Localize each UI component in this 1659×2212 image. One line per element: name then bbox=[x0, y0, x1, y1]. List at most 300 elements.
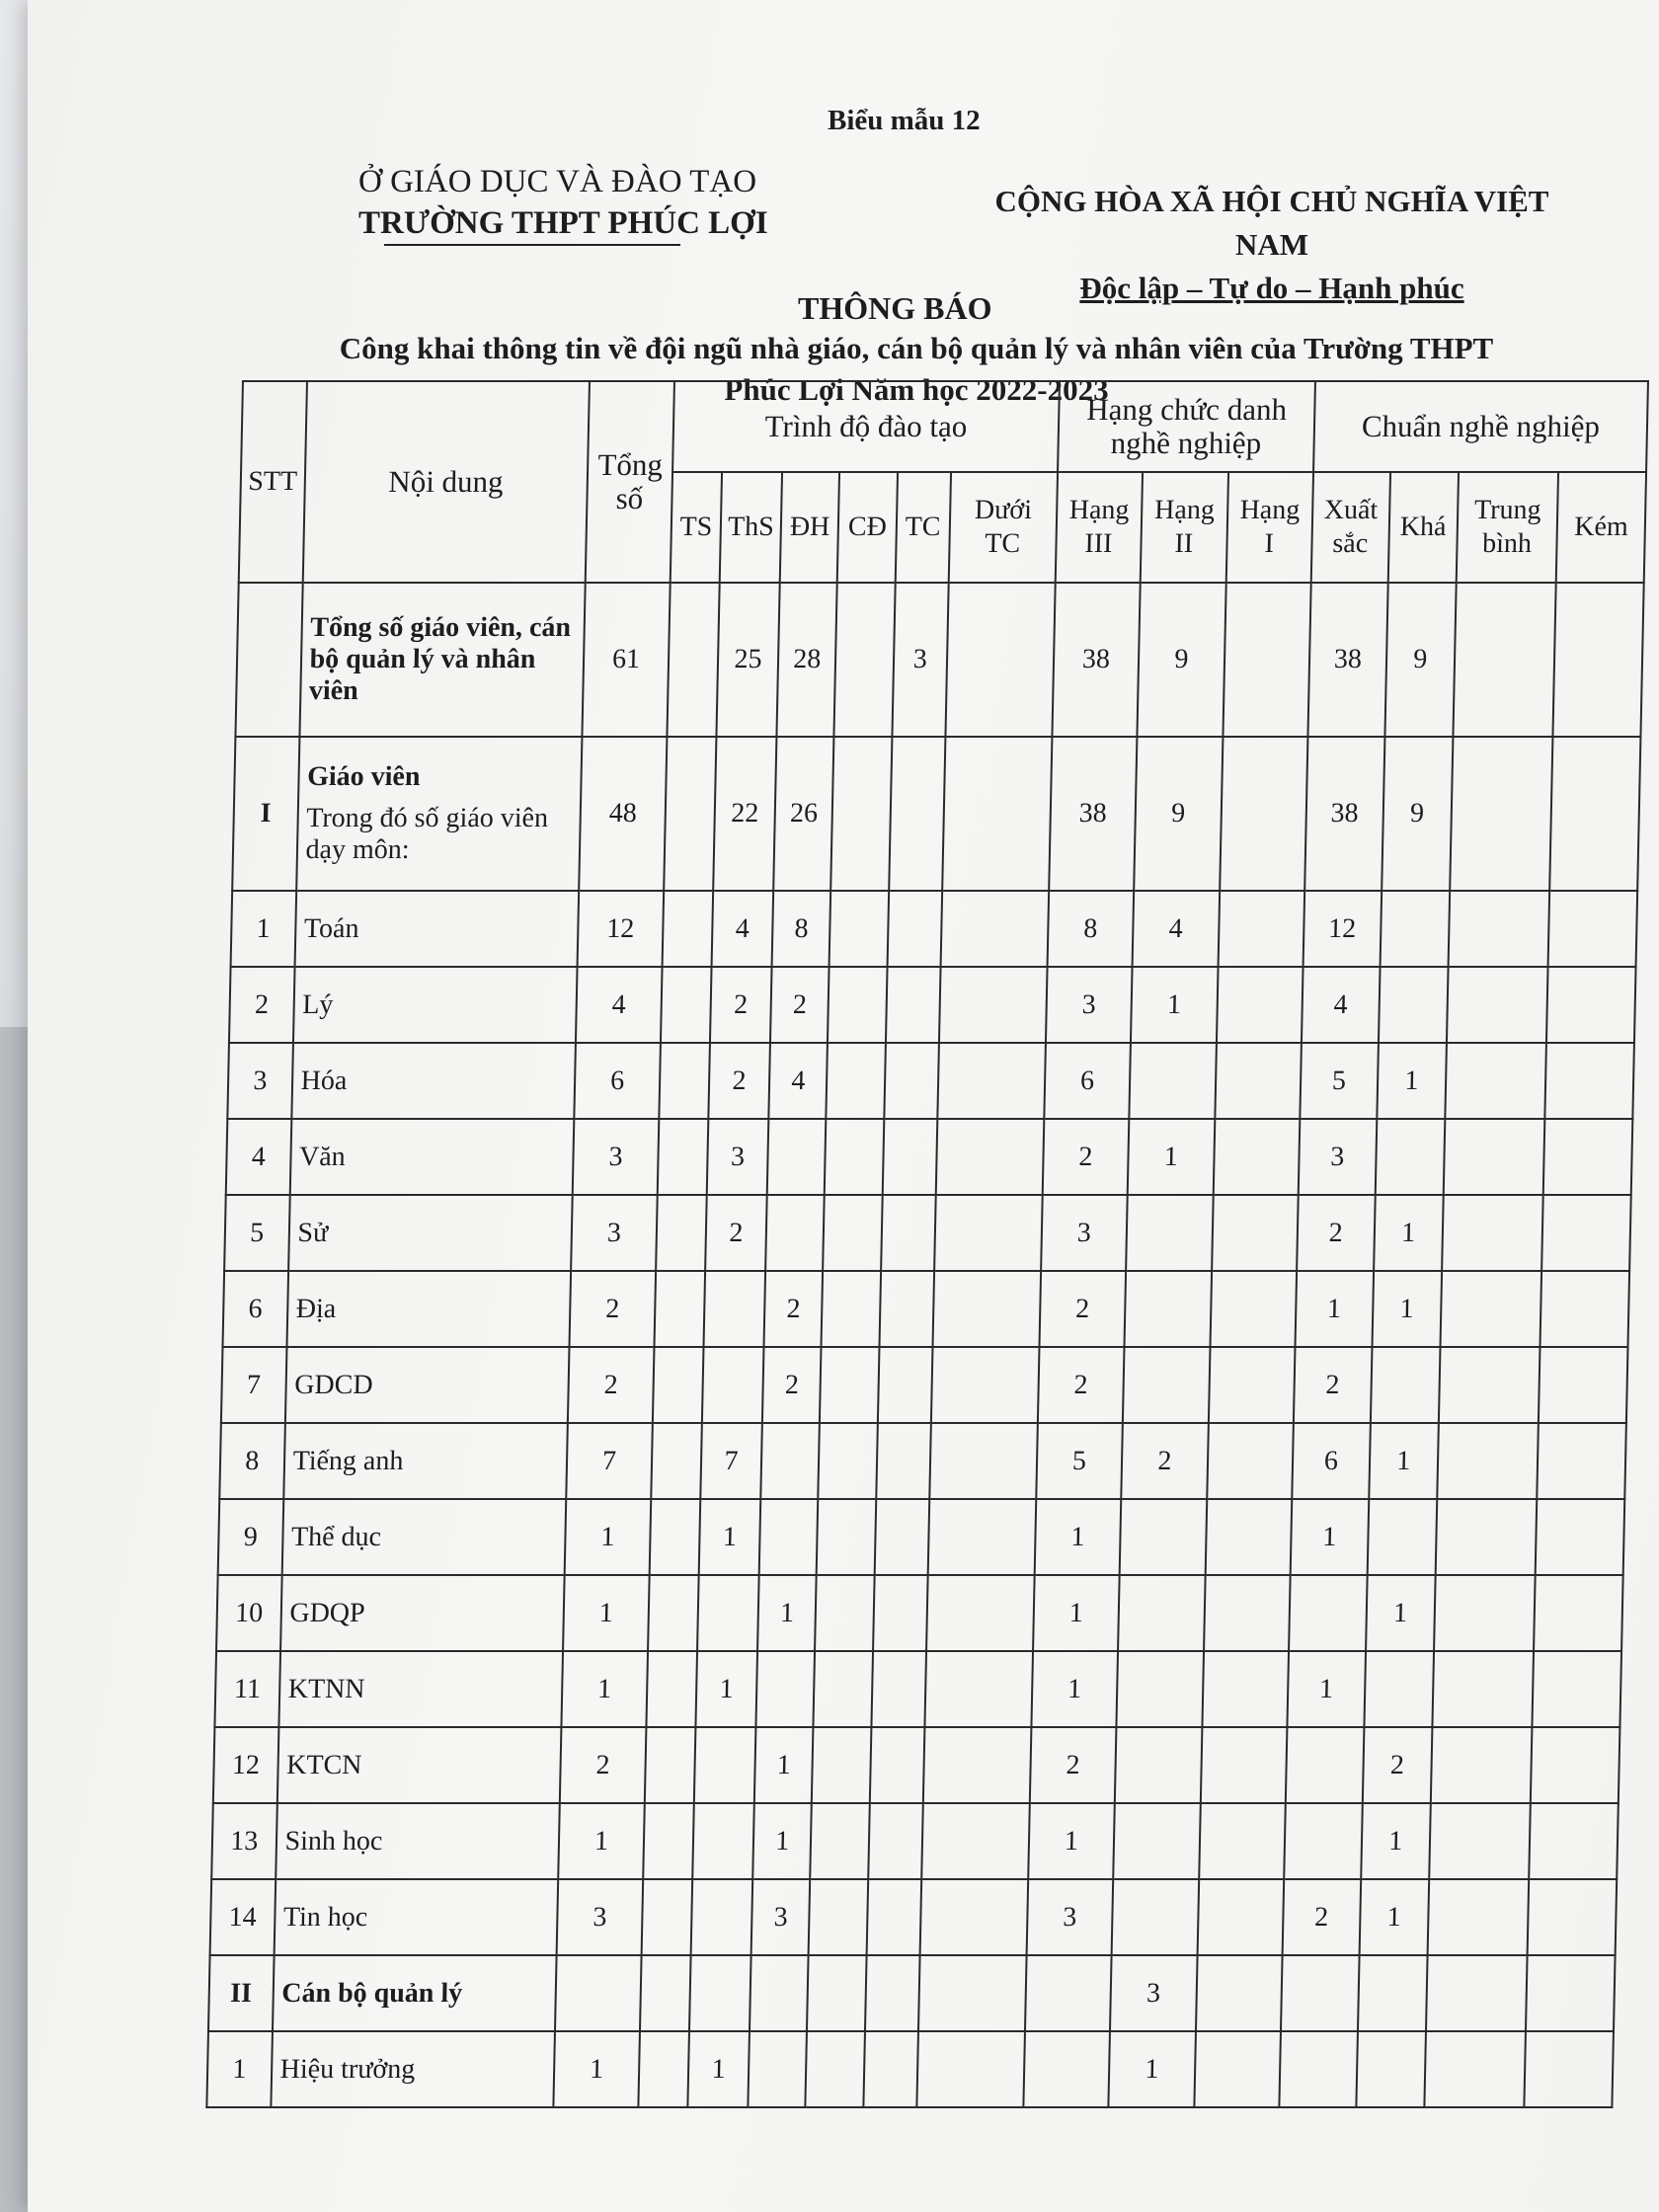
cell-ths bbox=[694, 1727, 756, 1803]
cell-cd bbox=[822, 1271, 881, 1347]
cell-tb bbox=[1447, 967, 1548, 1043]
cell-ts bbox=[661, 967, 711, 1043]
cell-total: 3 bbox=[572, 1119, 659, 1195]
cell-total: 4 bbox=[576, 967, 663, 1043]
cell-stt: 13 bbox=[211, 1803, 276, 1879]
cell-ths bbox=[703, 1271, 765, 1347]
cell-tb bbox=[1435, 1499, 1537, 1575]
cell-duoi-tc bbox=[934, 1195, 1043, 1271]
cell-dh: 2 bbox=[762, 1347, 822, 1423]
cell-stt: 7 bbox=[221, 1347, 286, 1423]
table-row bbox=[222, 1271, 1629, 1347]
cell-kha bbox=[1379, 967, 1449, 1043]
cell-h2: 1 bbox=[1131, 967, 1218, 1043]
cell-total: 1 bbox=[563, 1575, 650, 1651]
cell-h1 bbox=[1204, 1575, 1291, 1651]
cell-duoi-tc bbox=[942, 737, 1052, 891]
cell-ts bbox=[658, 1119, 708, 1195]
cell-total: 1 bbox=[553, 2031, 640, 2107]
cell-xs bbox=[1286, 1727, 1364, 1803]
cell-ts bbox=[647, 1651, 697, 1727]
col-hang1: Hạng I bbox=[1225, 472, 1313, 583]
table-row bbox=[229, 967, 1636, 1043]
cell-kha bbox=[1367, 1499, 1437, 1575]
cell-h2 bbox=[1120, 1499, 1207, 1575]
notice-subtitle: Công khai thông tin về đội ngũ nhà giáo, cán bộ quản lý và nhân viên của Trường THPT Phúc Lợi Năm học 2022-2023 bbox=[339, 331, 1494, 407]
cell-tb bbox=[1437, 1423, 1539, 1499]
cell-duoi-tc bbox=[918, 1955, 1027, 2031]
cell-cd bbox=[827, 1043, 886, 1119]
cell-cd bbox=[811, 1803, 870, 1879]
cell-duoi-tc bbox=[923, 1727, 1032, 1803]
cell-h3: 38 bbox=[1052, 583, 1141, 737]
row-content-label: Tiếng anh bbox=[292, 1445, 404, 1476]
cell-dh bbox=[756, 1651, 816, 1727]
cell-h1 bbox=[1213, 1119, 1300, 1195]
cell-kem bbox=[1549, 737, 1640, 891]
table-row bbox=[214, 1651, 1621, 1727]
cell-ths bbox=[702, 1347, 764, 1423]
table-row bbox=[213, 1727, 1620, 1803]
cell-h3 bbox=[1023, 2031, 1110, 2107]
cell-kem bbox=[1525, 2031, 1614, 2107]
cell-h1 bbox=[1210, 1271, 1297, 1347]
cell-xs bbox=[1284, 1803, 1362, 1879]
cell-kem bbox=[1540, 1271, 1629, 1347]
cell-stt: 1 bbox=[231, 891, 296, 967]
cell-xs: 38 bbox=[1304, 737, 1384, 891]
cell-xs: 38 bbox=[1307, 583, 1387, 737]
cell-tb bbox=[1440, 1271, 1541, 1347]
cell-h1 bbox=[1208, 1347, 1295, 1423]
table-row bbox=[231, 891, 1638, 967]
notice-title: THÔNG BÁO bbox=[798, 290, 992, 326]
cell-ths bbox=[697, 1575, 759, 1651]
cell-ths bbox=[692, 1803, 754, 1879]
cell-cd bbox=[807, 1955, 866, 2031]
table-row bbox=[226, 1119, 1633, 1195]
col-tc: TC bbox=[895, 472, 950, 583]
row-content-note: Trong đó số giáo viên dạy môn: bbox=[305, 803, 549, 865]
cell-dh: 3 bbox=[751, 1879, 811, 1955]
cell-dh: 28 bbox=[777, 583, 838, 737]
cell-ths bbox=[689, 1955, 751, 2031]
cell-h2 bbox=[1117, 1651, 1204, 1727]
col-hang3: Hạng III bbox=[1055, 472, 1143, 583]
cell-tb bbox=[1427, 1879, 1529, 1955]
group-training: Trình độ đào tạo bbox=[672, 381, 1059, 472]
cell-h3: 1 bbox=[1031, 1651, 1118, 1727]
cell-kem bbox=[1548, 891, 1637, 967]
table-row bbox=[232, 737, 1640, 891]
table-row bbox=[221, 1347, 1628, 1423]
table-row bbox=[235, 583, 1643, 737]
cell-xs: 2 bbox=[1297, 1195, 1375, 1271]
cell-ts bbox=[648, 1575, 698, 1651]
cell-ths: 2 bbox=[710, 967, 772, 1043]
cell-tc bbox=[876, 1423, 931, 1499]
cell-tb bbox=[1448, 891, 1549, 967]
table-row bbox=[206, 2031, 1614, 2107]
cell-kha: 1 bbox=[1361, 1803, 1431, 1879]
cell-kha: 9 bbox=[1384, 583, 1456, 737]
cell-tb bbox=[1445, 1043, 1546, 1119]
cell-duoi-tc bbox=[932, 1271, 1041, 1347]
cell-tc bbox=[882, 1119, 937, 1195]
cell-duoi-tc bbox=[940, 891, 1049, 967]
cell-duoi-tc bbox=[935, 1119, 1044, 1195]
cell-ths: 2 bbox=[705, 1195, 767, 1271]
cell-h2 bbox=[1129, 1043, 1216, 1119]
cell-content bbox=[291, 1043, 576, 1119]
cell-cd bbox=[812, 1727, 871, 1803]
row-content-label: KTNN bbox=[287, 1673, 365, 1704]
cell-tc bbox=[874, 1499, 929, 1575]
cell-xs bbox=[1279, 2031, 1357, 2107]
table-body bbox=[206, 583, 1643, 2107]
cell-xs bbox=[1289, 1575, 1367, 1651]
cell-kha: 9 bbox=[1382, 737, 1453, 891]
cell-content bbox=[288, 1195, 573, 1271]
cell-h3: 3 bbox=[1026, 1879, 1113, 1955]
cell-h3: 2 bbox=[1042, 1119, 1129, 1195]
cell-xs: 5 bbox=[1300, 1043, 1378, 1119]
cell-total: 6 bbox=[574, 1043, 661, 1119]
cell-ts bbox=[668, 583, 720, 737]
cell-content bbox=[278, 1651, 563, 1727]
cell-kem bbox=[1530, 1803, 1619, 1879]
cell-h2 bbox=[1115, 1727, 1202, 1803]
cell-tb bbox=[1429, 1803, 1531, 1879]
cell-duoi-tc bbox=[937, 1043, 1046, 1119]
cell-total: 7 bbox=[566, 1423, 653, 1499]
cell-content bbox=[296, 737, 582, 891]
cell-content bbox=[299, 583, 585, 737]
row-content-label: Thể dục bbox=[290, 1521, 382, 1552]
cell-kem bbox=[1533, 1651, 1621, 1727]
cell-tc bbox=[868, 1803, 923, 1879]
cell-ths: 25 bbox=[716, 583, 779, 737]
row-content-label: GDQP bbox=[289, 1597, 365, 1628]
cell-dh bbox=[767, 1119, 827, 1195]
cell-kem bbox=[1531, 1727, 1620, 1803]
cell-tc bbox=[865, 1955, 920, 2031]
cell-content bbox=[274, 1879, 558, 1955]
cell-h3: 1 bbox=[1033, 1575, 1120, 1651]
cell-h1 bbox=[1205, 1499, 1292, 1575]
cell-h3: 2 bbox=[1039, 1271, 1126, 1347]
row-content-label: Sinh học bbox=[284, 1825, 383, 1856]
cell-h2: 1 bbox=[1128, 1119, 1215, 1195]
cell-ts bbox=[656, 1195, 706, 1271]
row-content-label: Văn bbox=[298, 1141, 347, 1172]
cell-tc bbox=[887, 891, 942, 967]
cell-duoi-tc bbox=[939, 967, 1048, 1043]
cell-ths: 4 bbox=[711, 891, 773, 967]
issuer-header bbox=[358, 161, 768, 246]
cell-kha bbox=[1371, 1347, 1441, 1423]
cell-dh: 4 bbox=[768, 1043, 828, 1119]
cell-ts bbox=[663, 891, 713, 967]
cell-kem bbox=[1538, 1423, 1626, 1499]
cell-content bbox=[294, 891, 579, 967]
cell-stt: 1 bbox=[206, 2031, 272, 2107]
row-content-label: Tổng số giáo viên, cán bộ quản lý và nhân viên bbox=[308, 612, 572, 706]
cell-tc bbox=[881, 1195, 936, 1271]
col-hang2: Hạng II bbox=[1141, 472, 1228, 583]
cell-cd bbox=[806, 2031, 865, 2107]
cell-stt: 14 bbox=[210, 1879, 276, 1955]
cell-dh: 8 bbox=[772, 891, 831, 967]
cell-kha: 1 bbox=[1374, 1195, 1444, 1271]
cell-tc bbox=[873, 1575, 928, 1651]
cell-ts bbox=[645, 1727, 695, 1803]
cell-dh: 2 bbox=[770, 967, 830, 1043]
issuer-underline bbox=[384, 244, 680, 246]
row-content-label: Toán bbox=[303, 912, 359, 944]
staff-table bbox=[205, 380, 1649, 2108]
cell-ts bbox=[653, 1347, 703, 1423]
cell-duoi-tc bbox=[926, 1575, 1035, 1651]
cell-ths: 7 bbox=[700, 1423, 762, 1499]
cell-tb bbox=[1424, 2031, 1526, 2107]
cell-cd bbox=[834, 583, 896, 737]
col-kha: Khá bbox=[1387, 472, 1458, 583]
cell-h2 bbox=[1112, 1879, 1199, 1955]
cell-h2: 9 bbox=[1134, 737, 1223, 891]
cell-h2 bbox=[1113, 1803, 1200, 1879]
cell-stt: 5 bbox=[224, 1195, 289, 1271]
cell-kha: 1 bbox=[1359, 1879, 1429, 1955]
cell-h3: 3 bbox=[1046, 967, 1133, 1043]
cell-kem bbox=[1536, 1499, 1624, 1575]
cell-content bbox=[276, 1803, 560, 1879]
cell-h1 bbox=[1207, 1423, 1294, 1499]
cell-tb bbox=[1432, 1651, 1534, 1727]
national-motto: Độc lập – Tự do – Hạnh phúc bbox=[1079, 271, 1464, 305]
cell-stt bbox=[235, 583, 302, 737]
col-dh: ĐH bbox=[780, 472, 840, 583]
cell-dh: 1 bbox=[757, 1575, 817, 1651]
cell-total: 2 bbox=[568, 1347, 655, 1423]
cell-ths: 1 bbox=[687, 2031, 750, 2107]
cell-content bbox=[284, 1347, 569, 1423]
cell-ts bbox=[643, 1803, 693, 1879]
cell-kem bbox=[1546, 967, 1635, 1043]
cell-h1 bbox=[1218, 891, 1304, 967]
cell-h3: 1 bbox=[1034, 1499, 1121, 1575]
cell-tc bbox=[878, 1347, 933, 1423]
cell-dh: 1 bbox=[752, 1803, 812, 1879]
cell-kha: 1 bbox=[1366, 1575, 1436, 1651]
cell-h3: 38 bbox=[1049, 737, 1138, 891]
cell-kha bbox=[1364, 1651, 1434, 1727]
cell-cd bbox=[815, 1575, 874, 1651]
cell-duoi-tc bbox=[916, 2031, 1025, 2107]
cell-kem bbox=[1541, 1195, 1630, 1271]
cell-ths: 2 bbox=[708, 1043, 770, 1119]
cell-duoi-tc bbox=[927, 1499, 1036, 1575]
cell-xs bbox=[1281, 1955, 1359, 2031]
cell-cd bbox=[830, 891, 889, 967]
table-row bbox=[211, 1803, 1619, 1879]
cell-h1 bbox=[1215, 1043, 1302, 1119]
col-ts: TS bbox=[671, 472, 722, 583]
cell-content bbox=[273, 1955, 557, 2031]
cell-total: 48 bbox=[579, 737, 668, 891]
cell-h1 bbox=[1202, 1651, 1289, 1727]
cell-h2 bbox=[1118, 1575, 1205, 1651]
cell-ts bbox=[640, 1955, 690, 2031]
cell-cd bbox=[831, 737, 893, 891]
cell-content bbox=[280, 1575, 565, 1651]
cell-stt: 9 bbox=[218, 1499, 283, 1575]
cell-total: 2 bbox=[560, 1727, 647, 1803]
cell-h1 bbox=[1195, 1955, 1282, 2031]
cell-tc bbox=[884, 1043, 939, 1119]
cell-tc: 3 bbox=[892, 583, 948, 737]
cell-stt: 11 bbox=[214, 1651, 279, 1727]
cell-ths: 22 bbox=[713, 737, 776, 891]
col-total: Tổng số bbox=[585, 381, 674, 583]
cell-kha: 2 bbox=[1363, 1727, 1433, 1803]
cell-ths bbox=[690, 1879, 752, 1955]
cell-stt: 4 bbox=[226, 1119, 291, 1195]
cell-ts bbox=[651, 1423, 701, 1499]
cell-duoi-tc bbox=[919, 1879, 1028, 1955]
cell-h3: 6 bbox=[1044, 1043, 1131, 1119]
cell-h1 bbox=[1212, 1195, 1299, 1271]
cell-xs: 2 bbox=[1283, 1879, 1361, 1955]
cell-dh bbox=[750, 1955, 809, 2031]
cell-kem bbox=[1534, 1575, 1622, 1651]
cell-cd bbox=[828, 967, 887, 1043]
cell-total: 1 bbox=[558, 1803, 645, 1879]
cell-tb bbox=[1426, 1955, 1528, 2031]
cell-h1 bbox=[1220, 737, 1308, 891]
cell-stt: II bbox=[208, 1955, 274, 2031]
cell-h2 bbox=[1125, 1271, 1212, 1347]
cell-stt: 6 bbox=[222, 1271, 287, 1347]
col-cd: CĐ bbox=[837, 472, 898, 583]
row-content-label: Cán bộ quản lý bbox=[281, 1977, 463, 2009]
national-title: CỘNG HÒA XÃ HỘI CHỦ NGHĨA VIỆT NAM bbox=[994, 184, 1549, 262]
table-row bbox=[218, 1499, 1625, 1575]
cell-content bbox=[271, 2031, 555, 2107]
cell-tc bbox=[879, 1271, 934, 1347]
cell-ts bbox=[664, 737, 716, 891]
table-row bbox=[208, 1955, 1616, 2031]
cell-stt: 10 bbox=[216, 1575, 281, 1651]
cell-duoi-tc bbox=[931, 1347, 1040, 1423]
cell-tc bbox=[866, 1879, 921, 1955]
row-content-label: Sử bbox=[297, 1217, 329, 1248]
group-standard: Chuẩn nghề nghiệp bbox=[1313, 381, 1648, 472]
group-rank: Hạng chức danh nghề nghiệp bbox=[1058, 381, 1315, 472]
cell-dh: 2 bbox=[764, 1271, 824, 1347]
cell-dh bbox=[748, 2031, 807, 2107]
cell-tb bbox=[1453, 583, 1556, 737]
cell-tb bbox=[1444, 1119, 1545, 1195]
col-xuat-sac: Xuất sắc bbox=[1311, 472, 1390, 583]
row-content-label: Lý bbox=[301, 988, 334, 1020]
cell-cd bbox=[823, 1195, 882, 1271]
table-row bbox=[210, 1879, 1618, 1955]
cell-h2: 2 bbox=[1121, 1423, 1208, 1499]
cell-kem bbox=[1539, 1347, 1627, 1423]
cell-duoi-tc bbox=[945, 583, 1055, 737]
cell-total: 3 bbox=[556, 1879, 643, 1955]
cell-h1 bbox=[1216, 967, 1303, 1043]
cell-h1 bbox=[1223, 583, 1311, 737]
cell-cd bbox=[819, 1423, 878, 1499]
table-row bbox=[224, 1195, 1631, 1271]
cell-xs: 1 bbox=[1291, 1499, 1369, 1575]
cell-xs: 12 bbox=[1303, 891, 1381, 967]
row-content-label: Hiệu trưởng bbox=[279, 2053, 416, 2085]
row-content-label: KTCN bbox=[285, 1749, 362, 1780]
row-content-label: Hóa bbox=[300, 1065, 348, 1096]
cell-kha bbox=[1380, 891, 1450, 967]
cell-ths: 3 bbox=[707, 1119, 769, 1195]
cell-h3: 8 bbox=[1047, 891, 1134, 967]
cell-h3: 1 bbox=[1028, 1803, 1115, 1879]
cell-total: 61 bbox=[582, 583, 671, 737]
cell-dh bbox=[760, 1423, 820, 1499]
issuer-school: TRƯỜNG THPT PHÚC LỢI bbox=[358, 205, 768, 241]
cell-tc bbox=[870, 1727, 925, 1803]
cell-ts bbox=[650, 1499, 700, 1575]
cell-xs: 4 bbox=[1302, 967, 1380, 1043]
cell-cd bbox=[814, 1651, 873, 1727]
col-duoi-tc: Dưới TC bbox=[948, 472, 1057, 583]
cell-stt: I bbox=[232, 737, 299, 891]
cell-h3: 2 bbox=[1038, 1347, 1125, 1423]
cell-ts bbox=[660, 1043, 710, 1119]
cell-tc bbox=[863, 2031, 918, 2107]
cell-kha bbox=[1375, 1119, 1445, 1195]
cell-h2 bbox=[1126, 1195, 1213, 1271]
cell-h2: 3 bbox=[1110, 1955, 1197, 2031]
table-row bbox=[216, 1575, 1623, 1651]
cell-h3: 5 bbox=[1036, 1423, 1123, 1499]
col-stt: STT bbox=[239, 381, 307, 583]
cell-ths: 1 bbox=[699, 1499, 761, 1575]
cell-dh bbox=[765, 1195, 825, 1271]
cell-duoi-tc bbox=[929, 1423, 1038, 1499]
cell-xs: 2 bbox=[1294, 1347, 1372, 1423]
cell-dh bbox=[759, 1499, 819, 1575]
form-number: Biểu mẫu 12 bbox=[828, 105, 981, 136]
cell-h2: 4 bbox=[1133, 891, 1220, 967]
cell-content bbox=[289, 1119, 574, 1195]
table-row bbox=[219, 1423, 1626, 1499]
cell-kem bbox=[1528, 1879, 1617, 1955]
cell-h2: 1 bbox=[1108, 2031, 1195, 2107]
cell-ts bbox=[642, 1879, 692, 1955]
cell-stt: 3 bbox=[227, 1043, 292, 1119]
cell-kem bbox=[1526, 1955, 1615, 2031]
row-content-label: GDCD bbox=[293, 1369, 373, 1400]
cell-kem bbox=[1545, 1043, 1634, 1119]
cell-total: 1 bbox=[561, 1651, 648, 1727]
cell-content bbox=[276, 1727, 561, 1803]
cell-stt: 12 bbox=[213, 1727, 278, 1803]
cell-total bbox=[555, 1955, 642, 2031]
cell-stt: 8 bbox=[219, 1423, 284, 1499]
cell-ts bbox=[655, 1271, 705, 1347]
cell-h2 bbox=[1123, 1347, 1210, 1423]
